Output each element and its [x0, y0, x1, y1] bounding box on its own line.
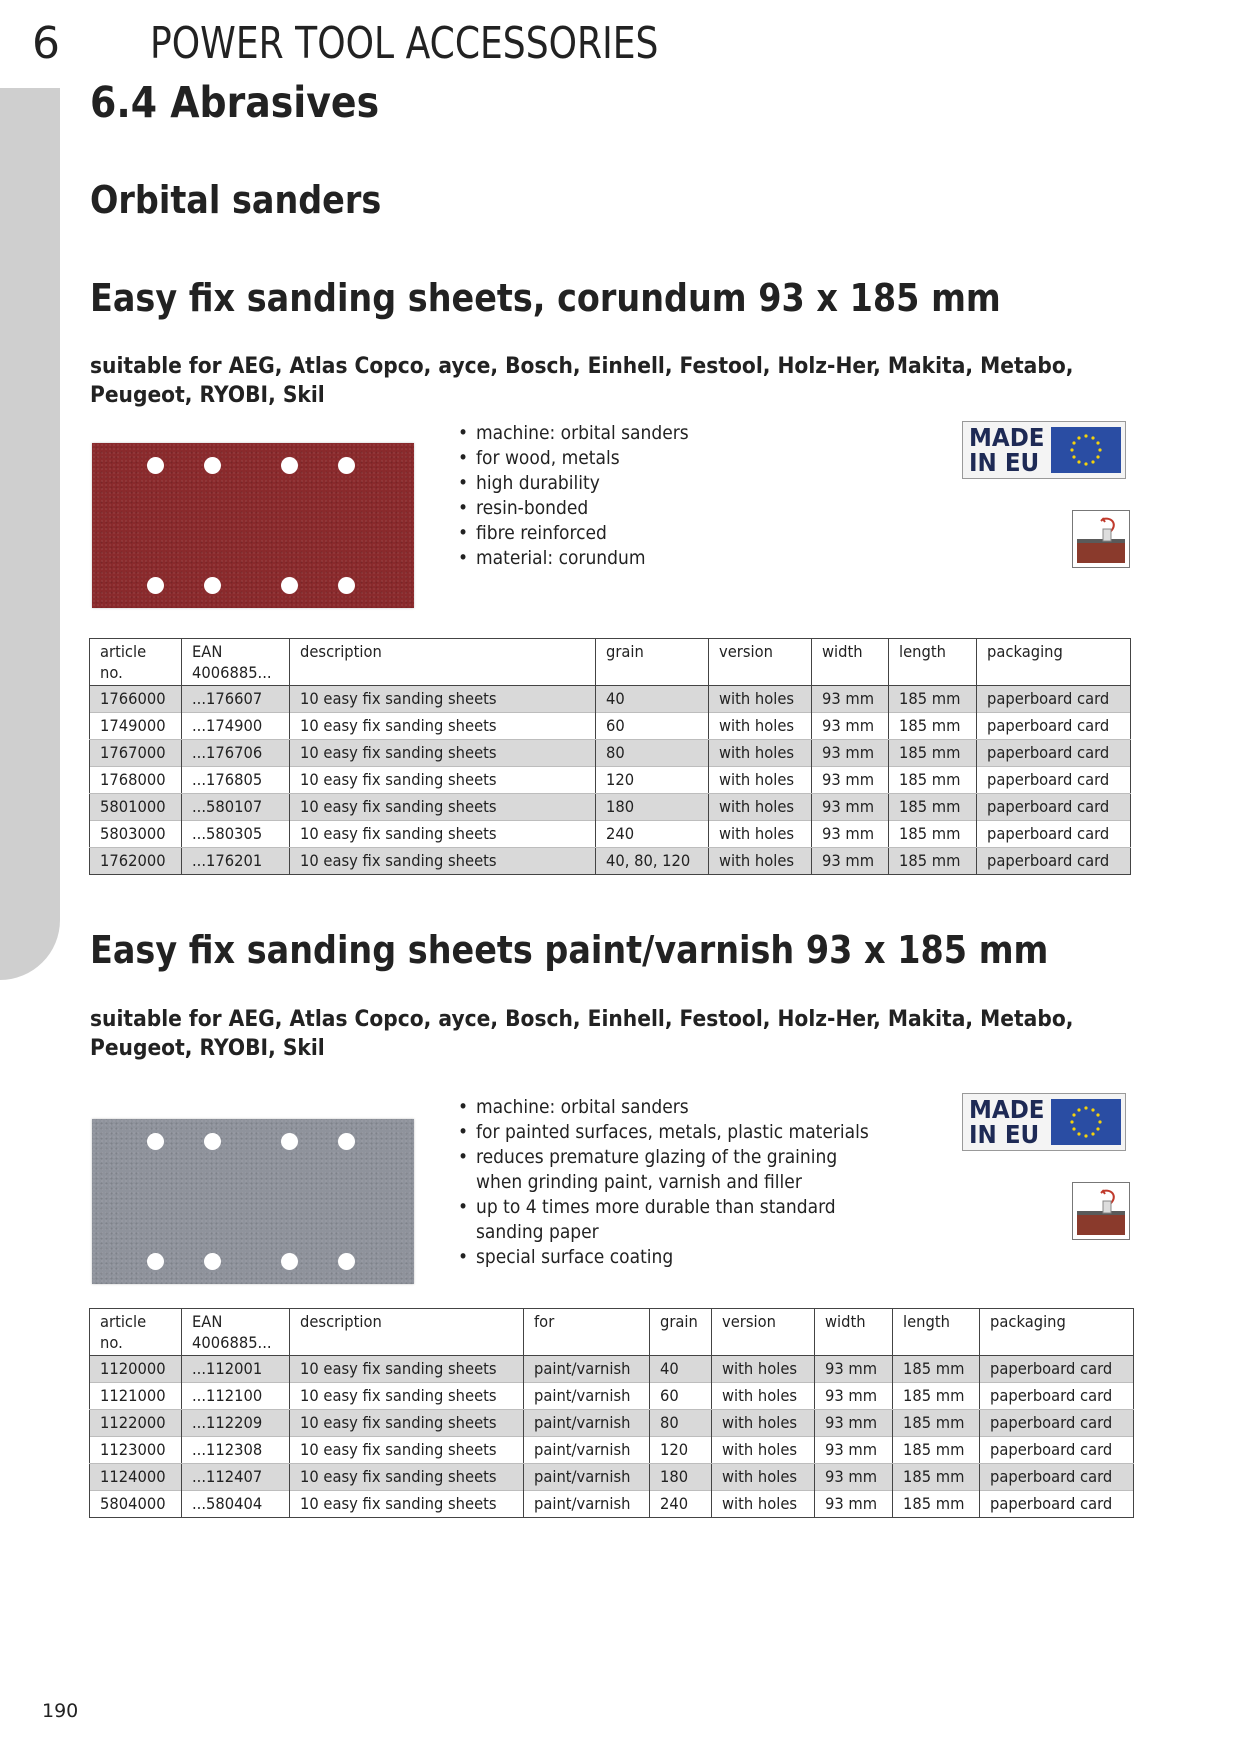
chapter-title: POWER TOOL ACCESSORIES: [150, 18, 659, 69]
table-cell: paint/varnish: [524, 1491, 650, 1518]
feature-item: • high durability: [458, 471, 881, 496]
table-cell: with holes: [709, 713, 812, 740]
table-cell: 93 mm: [811, 821, 889, 848]
table-cell: 5803000: [90, 821, 182, 848]
table-cell: 5801000: [90, 794, 182, 821]
table-cell: with holes: [712, 1491, 815, 1518]
table-header-row: [90, 639, 1131, 686]
table-row: [90, 767, 1131, 794]
sheet-hole: [147, 1253, 164, 1270]
sheet-hole: [204, 457, 221, 474]
sheet-hole: [204, 1253, 221, 1270]
table-row: [90, 821, 1131, 848]
feature-item: • reduces premature glazing of the graining when grinding paint, varnish and filler: [458, 1145, 881, 1195]
table-cell: 1762000: [90, 848, 182, 875]
sheet-hole: [204, 577, 221, 594]
table-cell: ...176607: [182, 686, 290, 713]
table-cell: 5804000: [90, 1491, 182, 1518]
table-cell: with holes: [712, 1464, 815, 1491]
table-cell: 185 mm: [892, 1356, 980, 1383]
feature-item: • machine: orbital sanders: [458, 1095, 881, 1120]
table-cell: 180: [596, 794, 709, 821]
table-cell: paperboard card: [980, 1410, 1134, 1437]
column-header: version: [709, 639, 812, 686]
table-cell: paperboard card: [980, 1437, 1134, 1464]
table-cell: paperboard card: [980, 1491, 1134, 1518]
sheet-hole: [338, 577, 355, 594]
sheet-hole: [338, 457, 355, 474]
table-cell: 1122000: [90, 1410, 182, 1437]
table-cell: with holes: [709, 767, 812, 794]
orbital-sander-icon: [1072, 510, 1130, 568]
table-cell: 185 mm: [889, 713, 977, 740]
page-number: 190: [42, 1700, 79, 1722]
column-header: width: [815, 1309, 893, 1356]
table-cell: 185 mm: [892, 1437, 980, 1464]
sheet-hole: [281, 1253, 298, 1270]
table-cell: 185 mm: [889, 794, 977, 821]
table-cell: 10 easy fix sanding sheets: [289, 1410, 524, 1437]
table-cell: ...112100: [182, 1383, 290, 1410]
table-cell: paint/varnish: [524, 1464, 650, 1491]
subsection-title: Orbital sanders: [90, 178, 382, 222]
badge-text: IN EU: [969, 448, 1040, 477]
column-header: version: [712, 1309, 815, 1356]
table-row: [90, 740, 1131, 767]
table-cell: 120: [596, 767, 709, 794]
table-cell: ...176805: [182, 767, 290, 794]
column-header: grain: [596, 639, 709, 686]
table-cell: 93 mm: [811, 713, 889, 740]
column-header: EAN 4006885...: [182, 639, 290, 686]
feature-list: [458, 1095, 928, 1270]
table-cell: paint/varnish: [524, 1383, 650, 1410]
table-cell: with holes: [712, 1383, 815, 1410]
feature-item: • fibre reinforced: [458, 521, 881, 546]
table-row: [90, 713, 1131, 740]
table-cell: with holes: [712, 1410, 815, 1437]
table-cell: 93 mm: [815, 1383, 893, 1410]
table-cell: ...112209: [182, 1410, 290, 1437]
table-cell: with holes: [709, 686, 812, 713]
table-cell: with holes: [709, 794, 812, 821]
table-cell: 10 easy fix sanding sheets: [289, 1464, 524, 1491]
sheet-hole: [338, 1253, 355, 1270]
table-cell: paperboard card: [980, 1356, 1134, 1383]
column-header: description: [289, 1309, 524, 1356]
table-cell: 185 mm: [892, 1464, 980, 1491]
compatibility-text: suitable for AEG, Atlas Copco, ayce, Bosch, Einhell, Festool, Holz-Her, Makita, Metabo, Peugeot, RYOBI, Skil: [90, 1007, 1074, 1061]
table-cell: 1124000: [90, 1464, 182, 1491]
eu-flag-icon: [1051, 427, 1121, 473]
table-cell: 40, 80, 120: [596, 848, 709, 875]
table-cell: 1766000: [90, 686, 182, 713]
table-cell: ...112308: [182, 1437, 290, 1464]
column-header: width: [811, 639, 889, 686]
table-cell: 60: [596, 713, 709, 740]
chapter-number: 6: [32, 18, 61, 69]
table-cell: ...580107: [182, 794, 290, 821]
column-header: description: [289, 639, 596, 686]
sanding-sheet-image: [92, 443, 414, 608]
table-cell: 10 easy fix sanding sheets: [289, 686, 596, 713]
sheet-hole: [281, 457, 298, 474]
table-cell: 1121000: [90, 1383, 182, 1410]
table-cell: 1749000: [90, 713, 182, 740]
table-cell: 80: [596, 740, 709, 767]
table-cell: 93 mm: [811, 686, 889, 713]
table-row: [90, 1410, 1134, 1437]
table-cell: paint/varnish: [524, 1437, 650, 1464]
table-cell: 185 mm: [889, 767, 977, 794]
product-title-paint-varnish: Easy fix sanding sheets paint/varnish 93 x 185 mm: [90, 928, 1049, 972]
table-cell: ...176201: [182, 848, 290, 875]
table-row: [90, 1437, 1134, 1464]
made-in-eu-badge: [962, 1093, 1126, 1151]
table-cell: paperboard card: [980, 1383, 1134, 1410]
table-cell: paperboard card: [977, 686, 1131, 713]
table-cell: 93 mm: [815, 1464, 893, 1491]
column-header: article no.: [90, 1309, 182, 1356]
table-cell: ...112407: [182, 1464, 290, 1491]
table-cell: 185 mm: [889, 848, 977, 875]
table-cell: 1768000: [90, 767, 182, 794]
orbital-sander-icon: [1072, 1182, 1130, 1240]
table-cell: ...580305: [182, 821, 290, 848]
table-cell: 60: [650, 1383, 712, 1410]
column-header: grain: [650, 1309, 712, 1356]
table-cell: paperboard card: [977, 821, 1131, 848]
column-header: packaging: [977, 639, 1131, 686]
feature-item: • resin-bonded: [458, 496, 881, 521]
table-cell: paperboard card: [977, 794, 1131, 821]
column-header: length: [892, 1309, 980, 1356]
feature-list: [458, 421, 928, 571]
table-cell: with holes: [712, 1356, 815, 1383]
table-cell: 80: [650, 1410, 712, 1437]
spec-table-corundum: [89, 638, 1131, 875]
table-cell: 93 mm: [815, 1356, 893, 1383]
badge-text: MADE: [969, 1095, 1045, 1124]
table-row: [90, 1491, 1134, 1518]
table-cell: 10 easy fix sanding sheets: [289, 713, 596, 740]
table-cell: paint/varnish: [524, 1410, 650, 1437]
table-cell: ...112001: [182, 1356, 290, 1383]
table-cell: 10 easy fix sanding sheets: [289, 1491, 524, 1518]
table-cell: 1120000: [90, 1356, 182, 1383]
table-cell: 93 mm: [815, 1410, 893, 1437]
compatibility-text: suitable for AEG, Atlas Copco, ayce, Bosch, Einhell, Festool, Holz-Her, Makita, Metabo, Peugeot, RYOBI, Skil: [90, 354, 1074, 408]
badge-text: IN EU: [969, 1120, 1040, 1149]
table-cell: paperboard card: [980, 1464, 1134, 1491]
sheet-hole: [147, 457, 164, 474]
table-cell: 93 mm: [815, 1491, 893, 1518]
table-cell: 93 mm: [811, 767, 889, 794]
table-cell: 240: [650, 1491, 712, 1518]
table-cell: 40: [596, 686, 709, 713]
table-row: [90, 1383, 1134, 1410]
sanding-sheet-image: [92, 1119, 414, 1284]
spec-table-paint-varnish: [89, 1308, 1134, 1518]
feature-item: • machine: orbital sanders: [458, 421, 881, 446]
sheet-hole: [281, 1133, 298, 1150]
column-header: for: [524, 1309, 650, 1356]
table-cell: 10 easy fix sanding sheets: [289, 848, 596, 875]
feature-item: • material: corundum: [458, 546, 881, 571]
badge-text: MADE: [969, 423, 1045, 452]
column-header: EAN 4006885...: [182, 1309, 290, 1356]
table-cell: 93 mm: [811, 740, 889, 767]
table-cell: 10 easy fix sanding sheets: [289, 767, 596, 794]
table-cell: 185 mm: [892, 1491, 980, 1518]
table-cell: ...174900: [182, 713, 290, 740]
table-cell: paperboard card: [977, 713, 1131, 740]
table-cell: 180: [650, 1464, 712, 1491]
table-cell: 93 mm: [815, 1437, 893, 1464]
table-row: [90, 794, 1131, 821]
table-cell: 185 mm: [889, 821, 977, 848]
table-cell: 40: [650, 1356, 712, 1383]
table-cell: 10 easy fix sanding sheets: [289, 794, 596, 821]
table-cell: 93 mm: [811, 848, 889, 875]
feature-item: • special surface coating: [458, 1245, 881, 1270]
sheet-hole: [204, 1133, 221, 1150]
table-cell: 185 mm: [892, 1410, 980, 1437]
table-cell: paperboard card: [977, 767, 1131, 794]
product-title-corundum: Easy fix sanding sheets, corundum 93 x 185 mm: [90, 276, 1001, 320]
table-cell: 185 mm: [889, 686, 977, 713]
eu-flag-icon: [1051, 1099, 1121, 1145]
made-in-eu-badge: [962, 421, 1126, 479]
table-cell: ...580404: [182, 1491, 290, 1518]
table-cell: paperboard card: [977, 740, 1131, 767]
table-cell: paperboard card: [977, 848, 1131, 875]
column-header: article no.: [90, 639, 182, 686]
table-cell: 240: [596, 821, 709, 848]
table-cell: 10 easy fix sanding sheets: [289, 1437, 524, 1464]
sheet-hole: [338, 1133, 355, 1150]
table-cell: 93 mm: [811, 794, 889, 821]
table-cell: 10 easy fix sanding sheets: [289, 740, 596, 767]
feature-item: • for wood, metals: [458, 446, 881, 471]
table-cell: with holes: [712, 1437, 815, 1464]
table-row: [90, 1356, 1134, 1383]
table-row: [90, 848, 1131, 875]
table-cell: 1767000: [90, 740, 182, 767]
table-cell: 185 mm: [889, 740, 977, 767]
table-header-row: [90, 1309, 1134, 1356]
table-cell: paint/varnish: [524, 1356, 650, 1383]
table-cell: 10 easy fix sanding sheets: [289, 821, 596, 848]
table-row: [90, 1464, 1134, 1491]
sheet-hole: [281, 577, 298, 594]
table-cell: with holes: [709, 821, 812, 848]
table-cell: 10 easy fix sanding sheets: [289, 1383, 524, 1410]
column-header: packaging: [980, 1309, 1134, 1356]
table-row: [90, 686, 1131, 713]
feature-item: • up to 4 times more durable than standard sanding paper: [458, 1195, 881, 1245]
table-cell: 10 easy fix sanding sheets: [289, 1356, 524, 1383]
column-header: length: [889, 639, 977, 686]
table-cell: ...176706: [182, 740, 290, 767]
feature-item: • for painted surfaces, metals, plastic materials: [458, 1120, 881, 1145]
chapter-side-tab: [0, 88, 60, 980]
table-cell: with holes: [709, 848, 812, 875]
table-cell: 1123000: [90, 1437, 182, 1464]
table-cell: 120: [650, 1437, 712, 1464]
table-cell: 185 mm: [892, 1383, 980, 1410]
table-cell: with holes: [709, 740, 812, 767]
sheet-hole: [147, 577, 164, 594]
sheet-hole: [147, 1133, 164, 1150]
section-title: 6.4 Abrasives: [90, 78, 380, 128]
